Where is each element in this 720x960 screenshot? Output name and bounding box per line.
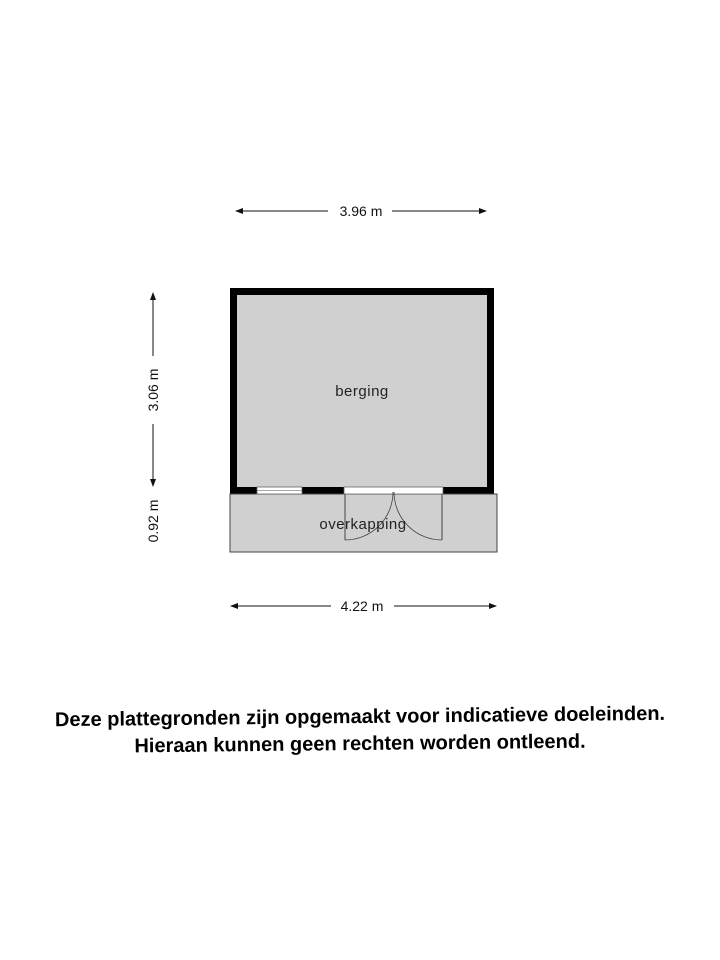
disclaimer-line-2: Hieraan kunnen geen rechten worden ontleend. (134, 730, 586, 758)
dimension-top (236, 203, 486, 219)
dimension-label-left-overkapping: 0.92 m (145, 499, 161, 543)
dimension-label-bottom: 4.22 m (340, 598, 384, 614)
door-opening (344, 487, 443, 494)
room-label-overkapping: overkapping (319, 516, 407, 533)
dimension-left-berging (145, 293, 161, 486)
disclaimer-line-1: Deze plattegronden zijn opgemaakt voor indicatieve doeleinden. (54, 702, 666, 732)
room-label-berging: berging (335, 383, 389, 400)
dimension-bottom (231, 598, 496, 614)
dimension-label-left-berging: 3.06 m (145, 368, 161, 412)
dimension-label-top: 3.96 m (339, 203, 383, 219)
